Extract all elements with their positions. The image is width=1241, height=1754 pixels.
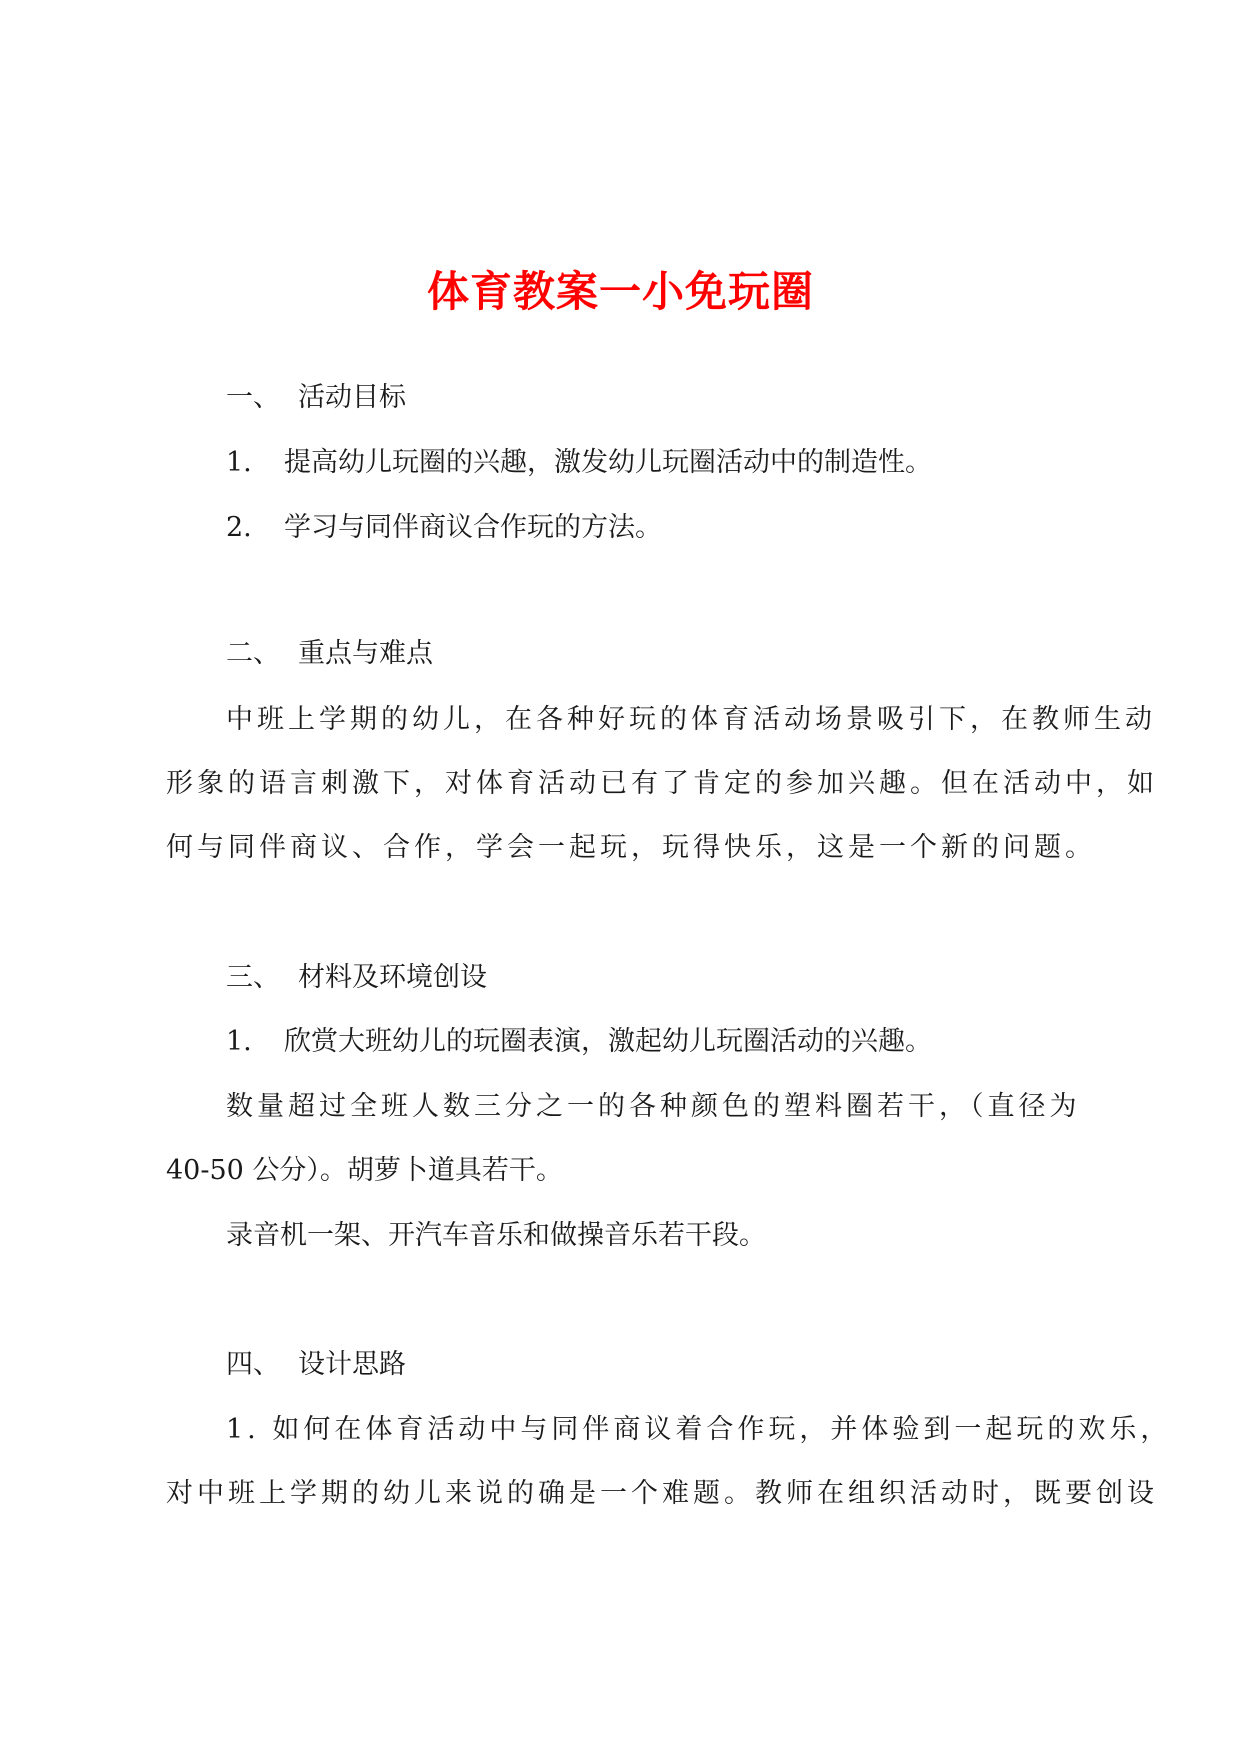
section-title: 设计思路 (298, 1349, 406, 1380)
section-heading-focus (226, 634, 433, 674)
paragraph-line: 1. 如何在体育活动中与同伴商议着合作玩，并体验到一起玩的欢乐， (226, 1414, 1172, 1445)
section-number: 一、 (226, 382, 280, 413)
paragraph-line: 数量超过全班人数三分之一的各种颜色的塑料圈若干，（直径为 (226, 1091, 1081, 1122)
section-title: 材料及环境创设 (298, 962, 487, 993)
item-text: 学习与同伴商议合作玩的方法。 (284, 512, 662, 543)
item-number: 1. (226, 447, 252, 478)
section-title: 活动目标 (298, 382, 406, 413)
paragraph-line: 何与同伴商议、合作，学会一起玩，玩得快乐，这是一个新的问题。 (166, 832, 1096, 863)
item-text: 提高幼儿玩圈的兴趣，激发幼儿玩圈活动中的制造性。 (284, 447, 932, 478)
paragraph-line: 40-50 公分）。胡萝卜道具若干。 (166, 1155, 563, 1186)
item-number: 2. (226, 512, 252, 543)
item-text: 欣赏大班幼儿的玩圈表演，激起幼儿玩圈活动的兴趣。 (284, 1026, 932, 1057)
paragraph-line: 形象的语言刺激下，对体育活动已有了肯定的参加兴趣。但在活动中，如 (166, 768, 1158, 799)
list-item (226, 1022, 932, 1062)
paragraph-line: 录音机一架、开汽车音乐和做操音乐若干段。 (226, 1220, 766, 1251)
section-number: 四、 (226, 1349, 280, 1380)
section-number: 三、 (226, 962, 280, 993)
section-heading-materials (226, 958, 487, 998)
list-item (226, 443, 932, 483)
section-heading-design (226, 1345, 406, 1385)
section-heading-goals (226, 378, 406, 418)
paragraph-line: 中班上学期的幼儿，在各种好玩的体育活动场景吸引下，在教师生动 (226, 704, 1156, 735)
list-item (226, 508, 662, 548)
document-title: 体育教案一小免玩圈 (426, 267, 814, 316)
section-number: 二、 (226, 638, 280, 669)
section-title: 重点与难点 (298, 638, 433, 669)
paragraph-line: 对中班上学期的幼儿来说的确是一个难题。教师在组织活动时，既要创设 (166, 1478, 1158, 1509)
item-number: 1. (226, 1026, 252, 1057)
